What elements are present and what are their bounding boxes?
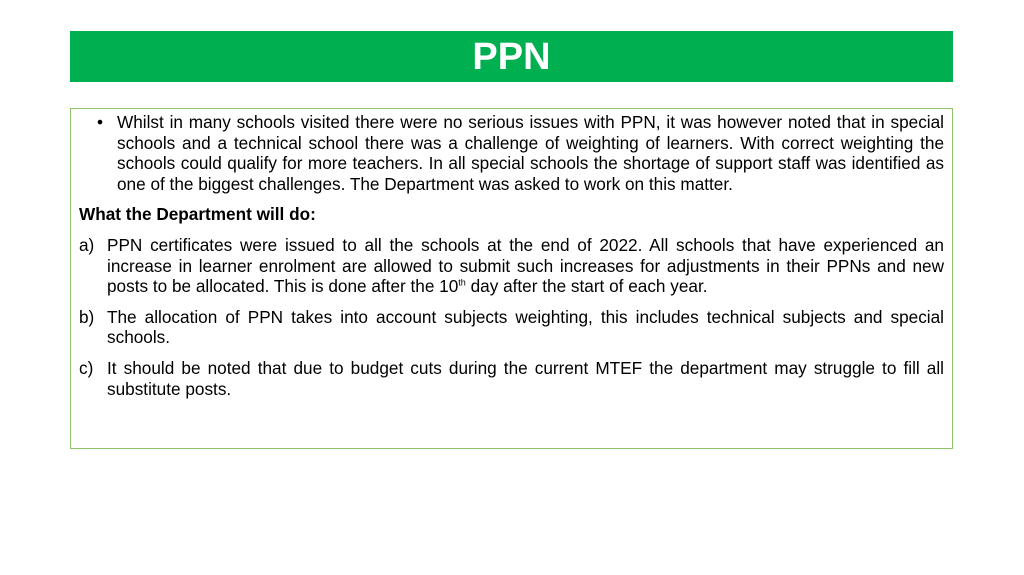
list-item-text: It should be noted that due to budget cuts during the current MTEF the department may struggle to fill all substitute posts. xyxy=(107,357,944,399)
list-item-b xyxy=(79,307,944,348)
ordinal-superscript: th xyxy=(458,277,466,288)
list-item-text: PPN certificates were issued to all the schools at the end of 2022. All schools that have experienced an increase in learner enrolment are allowed to submit such increases for adjustments in their PPNs and new posts to be allocated. This is done after the 10 xyxy=(107,234,944,297)
list-item-text-continued: day after the start of each year. xyxy=(465,276,708,297)
intro-bullet xyxy=(79,112,944,194)
content-box xyxy=(70,108,953,449)
list-marker: b) xyxy=(79,306,95,327)
slide-title: PPN xyxy=(472,35,551,78)
list-item-a xyxy=(79,235,944,297)
intro-bullet-text: Whilst in many schools visited there were no serious issues with PPN, it was however noted that in special schools and a technical school there was a challenge of weighting of learners. With correct weighting the schools could qualify for more teachers. In all special schools the shortage of support staff was identified as one of the biggest challenges. The Department was asked to work on this matter. xyxy=(117,112,944,194)
bullet-icon: • xyxy=(97,112,104,132)
list-item-c xyxy=(79,358,944,399)
title-bar xyxy=(70,31,953,82)
list-marker: a) xyxy=(79,234,95,255)
list-item-text: The allocation of PPN takes into account subjects weighting, this includes technical subjects and special schools. xyxy=(107,306,944,348)
section-heading: What the Department will do: xyxy=(79,204,316,225)
list-marker: c) xyxy=(79,357,94,378)
